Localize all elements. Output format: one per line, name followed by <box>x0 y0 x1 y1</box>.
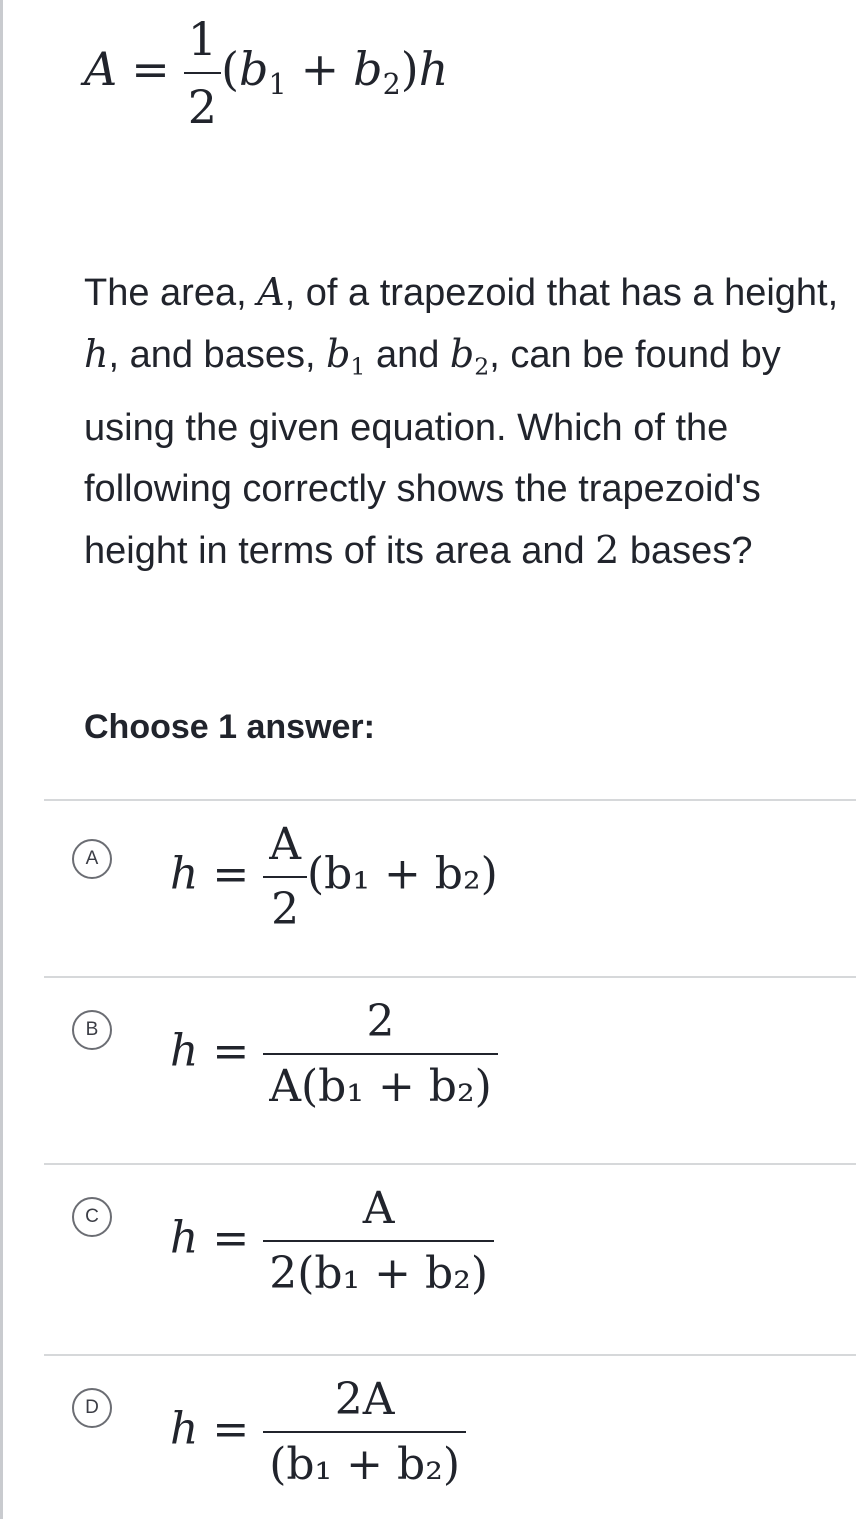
choice-d-fraction: $\frac{2A}{\text{(b₁ + b₂)}}$ <box>263 1374 466 1490</box>
formula-fraction <box>184 12 221 134</box>
choice-c[interactable] <box>0 1165 856 1354</box>
choose-prompt: Choose 1 answer: <box>84 708 375 746</box>
formula-b1: b <box>239 42 269 96</box>
formula-paren-close: ) <box>400 42 419 96</box>
question-area-var: A <box>257 270 285 314</box>
question-text: The area, A, of a trapezoid that has a height, h, and bases, $b_1$ and $b_2$, can be found by using the given equation. Which of the following correctly shows the trapezoid's height in terms of its area and 2 bases? <box>84 270 839 572</box>
choice-a-fraction: $\frac{A}{2}$ <box>263 819 307 935</box>
formula-b2: b <box>353 42 383 96</box>
fraction-denominator: 2 <box>184 72 221 134</box>
question-b2: b <box>449 332 475 376</box>
choice-c-radio[interactable]: C <box>72 1197 112 1237</box>
choice-d-radio[interactable]: D <box>72 1388 112 1428</box>
fraction-numerator: 1 <box>187 12 218 66</box>
choice-b-fraction: $\frac{2}{\text{A(b₁ + b₂)}}$ <box>263 996 498 1112</box>
question-height-var: h <box>84 332 109 376</box>
formula-area-var: A <box>84 42 118 96</box>
question-b1: b <box>326 332 351 376</box>
given-formula <box>84 12 448 134</box>
choice-b[interactable] <box>0 978 856 1163</box>
choice-b-equation: h = $\frac{2}{\text{A(b₁ + b₂)}}$ <box>170 996 498 1112</box>
choice-a[interactable] <box>0 801 856 976</box>
formula-b2-subscript: 2 <box>382 68 401 102</box>
choice-c-fraction: $\frac{A}{\text{2(b₁ + b₂)}}$ <box>263 1183 494 1299</box>
choice-d-equation: h = $\frac{2A}{\text{(b₁ + b₂)}}$ <box>170 1374 466 1490</box>
formula-height-var: h <box>418 42 449 96</box>
choice-a-equation: h = $\frac{A}{2}$ (b₁ + b₂) <box>170 819 498 935</box>
question-number-two: 2 <box>595 527 620 572</box>
formula-plus: + <box>300 42 340 96</box>
choice-d[interactable] <box>0 1356 856 1519</box>
choice-a-radio[interactable]: A <box>72 839 112 879</box>
choice-c-equation: h = $\frac{A}{\text{2(b₁ + b₂)}}$ <box>170 1183 494 1299</box>
choice-b-radio[interactable]: B <box>72 1010 112 1050</box>
formula-equals: = <box>131 42 170 96</box>
formula-paren-open: ( <box>221 42 240 96</box>
formula-b1-subscript: 1 <box>268 68 287 102</box>
